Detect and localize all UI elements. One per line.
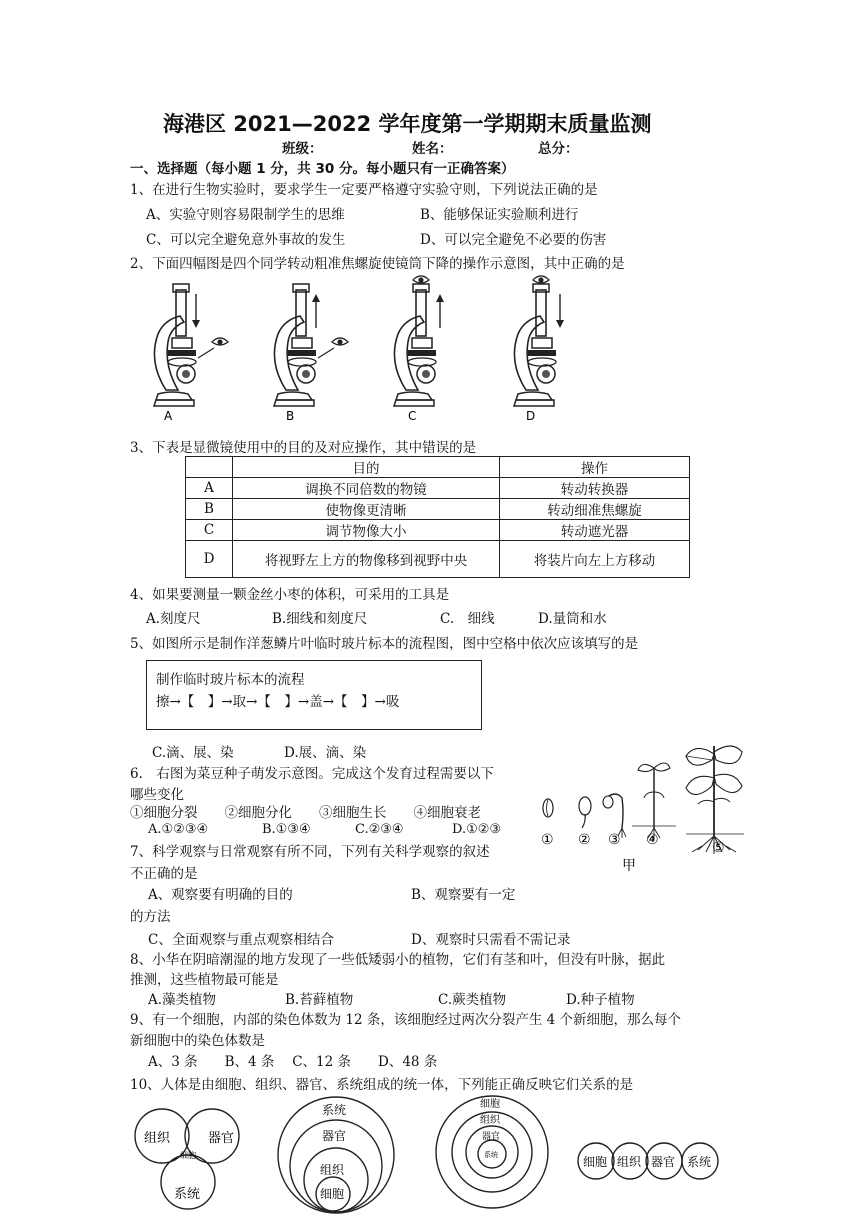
q7-option-c: C、全面观察与重点观察相结合 (148, 932, 334, 948)
fig-label-5: ⑤ (712, 840, 725, 856)
svg-text:组织: 组织 (144, 1131, 171, 1146)
q6-stem: 6. 右图为菜豆种子萌发示意图。完成这个发育过程需要以下 (130, 766, 494, 782)
q4-option-d: D.量筒和水 (538, 611, 607, 627)
score-label: 总分： (538, 141, 579, 157)
q2-label-b: B (286, 409, 295, 423)
q7-stem-cont: 不正确的是 (130, 866, 198, 882)
table-row: A 调换不同倍数的物镜 转动转换器 (186, 478, 690, 499)
fig-label-2: ② (578, 832, 591, 848)
svg-text:细胞: 细胞 (583, 1155, 608, 1169)
nested-diagram-2 (278, 1097, 394, 1213)
svg-text:器官: 器官 (322, 1129, 347, 1143)
svg-text:系统: 系统 (174, 1187, 201, 1202)
seed-germination-figure (536, 742, 756, 877)
svg-text:器官: 器官 (651, 1155, 676, 1169)
q6-option-d: D.①②③ (452, 822, 502, 837)
q10-stem: 10、人体是由细胞、组织、器官、系统组成的统一体，下列能正确反映它们关系的是 (130, 1077, 634, 1093)
svg-text:系统: 系统 (484, 1151, 498, 1159)
q8-stem-cont: 推测，这些植物最可能是 (130, 972, 279, 988)
hierarchy-diagrams (128, 1094, 728, 1214)
svg-text:系统: 系统 (687, 1155, 712, 1169)
q5-stem: 5、如图所示是制作洋葱鳞片叶临时玻片标本的流程图，图中空格中依次应该填写的是 (130, 636, 639, 652)
microscope-figures (130, 272, 570, 428)
svg-text:细胞: 细胞 (480, 1099, 500, 1110)
q6-stem-cont: 哪些变化 (130, 787, 184, 803)
q8-option-b: B.苔藓植物 (285, 992, 354, 1008)
q4-stem: 4、如果要测量一颗金丝小枣的体积，可采用的工具是 (130, 587, 450, 603)
table-row: D 将视野左上方的物像移到视野中央 将装片向左上方移动 (186, 541, 690, 578)
q9-stem-cont: 新细胞中的染色体数是 (130, 1033, 265, 1049)
q7-option-d: D、观察时只需看不需记录 (411, 932, 571, 948)
q1-option-a: A、实验守则容易限制学生的思维 (146, 207, 345, 223)
fig-label-4: ④ (646, 832, 659, 848)
q2-label-a: A (164, 409, 173, 423)
fig-label-3: ③ (608, 832, 621, 848)
q5-box-title: 制作临时玻片标本的流程 (156, 672, 305, 688)
q9-stem: 9、有一个细胞，内部的染色体数为 12 条，该细胞经过两次分裂产生 4 个新细胞，那么每个 (130, 1012, 682, 1028)
q9-options: A、3 条 B、4 条 C、12 条 D、48 条 (148, 1054, 438, 1070)
svg-text:组织: 组织 (617, 1155, 642, 1169)
q6-option-b: B.①③④ (262, 822, 311, 837)
q6-option-c: C.②③④ (355, 822, 404, 837)
page-title: 海港区 2021—2022 学年度第一学期期末质量监测 (163, 112, 652, 136)
svg-text:器官: 器官 (208, 1131, 235, 1146)
fig-caption: 甲 (622, 858, 636, 874)
q8-stem: 8、小华在阴暗潮湿的地方发现了一些低矮弱小的植物，它们有茎和叶，但没有叶脉，据此 (130, 952, 666, 968)
q1-stem: 1、在进行生物实验时，要求学生一定要严格遵守实验守则，下列说法正确的是 (130, 182, 598, 198)
svg-text:器官: 器官 (482, 1132, 501, 1142)
q5-box-flow: 擦→【 】→取→【 】→盖→【 】→吸 (156, 694, 400, 710)
q2-label-c: C (408, 409, 417, 423)
q3-table (185, 456, 690, 578)
q3-stem: 3、下表是显微镜使用中的目的及对应操作，其中错误的是 (130, 440, 477, 456)
q5-option-d: D.展、滴、染 (284, 745, 367, 761)
q8-option-d: D.种子植物 (566, 992, 635, 1008)
q2-stem: 2、下面四幅图是四个同学转动粗准焦螺旋使镜筒下降的操作示意图，其中正确的是 (130, 256, 625, 272)
q7-option-b-cont: 的方法 (130, 909, 171, 925)
q4-option-a: A.刻度尺 (146, 611, 201, 627)
q6-option-a: A.①②③④ (148, 822, 209, 837)
q1-option-d: D、可以完全避免不必要的伤害 (420, 232, 607, 248)
q7-option-b: B、观察要有一定 (411, 887, 516, 903)
q2-label-d: D (526, 409, 536, 423)
section-heading: 一、选择题（每小题 1 分，共 30 分。每小题只有一正确答案） (130, 161, 515, 177)
svg-text:细胞: 细胞 (180, 1151, 196, 1160)
q8-option-c: C.蕨类植物 (438, 992, 507, 1008)
venn-diagram (135, 1109, 239, 1209)
fig-label-1: ① (541, 832, 554, 848)
table-row: C 调节物像大小 转动遮光器 (186, 520, 690, 541)
q6-items: ①细胞分裂 ②细胞分化 ③细胞生长 ④细胞衰老 (130, 805, 481, 821)
q1-option-b: B、能够保证实验顺利进行 (420, 207, 579, 223)
q1-option-c: C、可以完全避免意外事故的发生 (146, 232, 346, 248)
table-row: B 使物像更清晰 转动细准焦螺旋 (186, 499, 690, 520)
svg-text:系统: 系统 (322, 1103, 347, 1117)
nested-diagram-3 (436, 1096, 548, 1208)
q7-stem: 7、科学观察与日常观察有所不同，下列有关科学观察的叙述 (130, 844, 490, 860)
svg-text:细胞: 细胞 (320, 1187, 345, 1201)
svg-text:组织: 组织 (480, 1115, 500, 1126)
svg-text:组织: 组织 (320, 1163, 345, 1177)
q3-header-purpose: 目的 (233, 457, 500, 478)
q4-option-b: B.细线和刻度尺 (272, 611, 368, 627)
q7-option-a: A、观察要有明确的目的 (148, 887, 293, 903)
q4-option-c: C. 细线 (440, 611, 495, 627)
q3-header-operation: 操作 (500, 457, 690, 478)
name-label: 姓名： (412, 141, 453, 157)
q8-option-a: A.藻类植物 (148, 992, 217, 1008)
class-label: 班级： (282, 141, 323, 157)
q5-option-c: C.滴、展、染 (152, 745, 234, 761)
row-diagram-4 (578, 1143, 718, 1179)
